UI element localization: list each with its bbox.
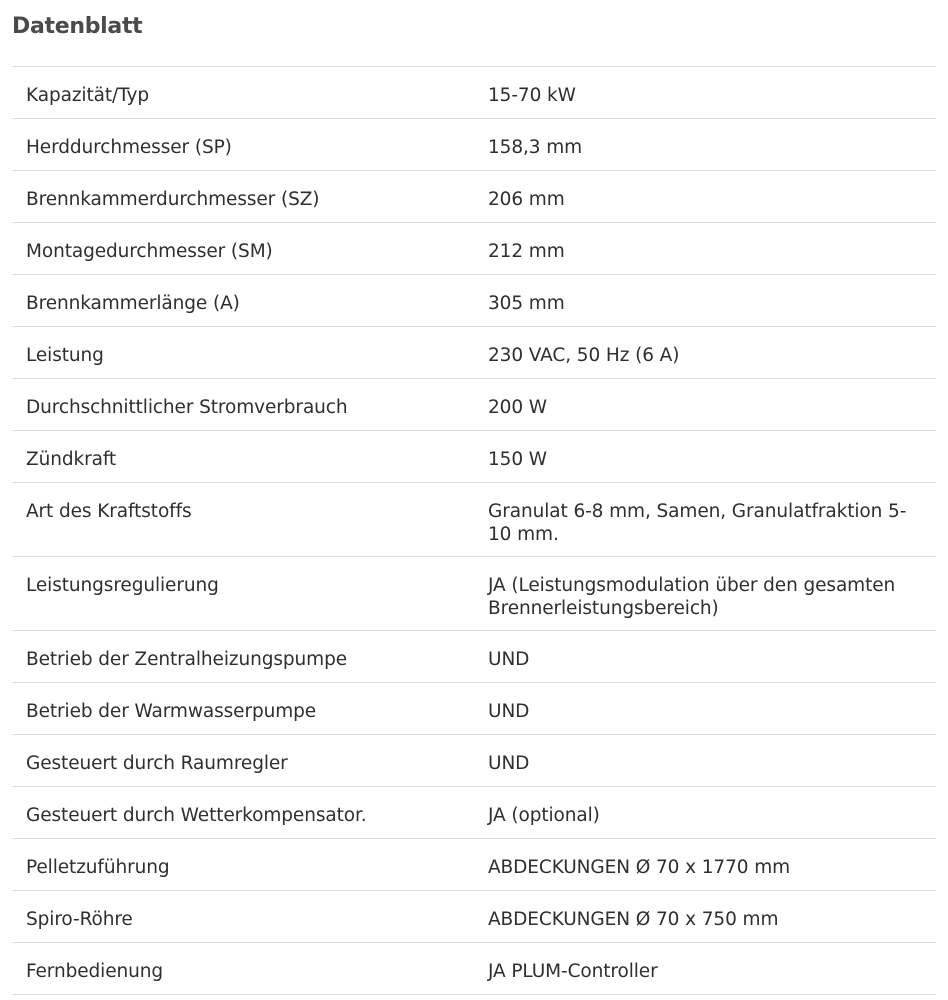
spec-value: 206 mm (474, 171, 936, 223)
page-title: Datenblatt (12, 14, 143, 39)
spec-value: UND (474, 683, 936, 735)
spec-value: ABDECKUNGEN Ø 70 x 750 mm (474, 891, 936, 943)
spec-value: JA (optional) (474, 787, 936, 839)
spec-value: JA (Leistungsmodulation über den gesamten Brennerleistungsbereich) (474, 557, 936, 631)
spec-label: Gesteuert durch Wetterkompensator. (12, 787, 474, 839)
spec-label: Montagedurchmesser (SM) (12, 223, 474, 275)
table-row (12, 787, 936, 839)
spec-label: Zündkraft (12, 431, 474, 483)
spec-label: Spiro-Röhre (12, 891, 474, 943)
table-row (12, 119, 936, 171)
spec-label: Brennkammerlänge (A) (12, 275, 474, 327)
table-row (12, 557, 936, 631)
table-row (12, 683, 936, 735)
spec-label: Fernbedienung (12, 943, 474, 995)
spec-value: UND (474, 735, 936, 787)
spec-label: Brennkammerdurchmesser (SZ) (12, 171, 474, 223)
table-row (12, 839, 936, 891)
spec-label: Betrieb der Warmwasserpumpe (12, 683, 474, 735)
table-row (12, 171, 936, 223)
table-row (12, 67, 936, 119)
spec-label: Durchschnittlicher Stromverbrauch (12, 379, 474, 431)
spec-value: 15-70 kW (474, 67, 936, 119)
spec-label: Betrieb der Zentralheizungspumpe (12, 631, 474, 683)
spec-value: 230 VAC, 50 Hz (6 A) (474, 327, 936, 379)
table-row (12, 735, 936, 787)
spec-label: Herddurchmesser (SP) (12, 119, 474, 171)
spec-value: 150 W (474, 431, 936, 483)
spec-value: 200 W (474, 379, 936, 431)
table-row (12, 275, 936, 327)
spec-value: 212 mm (474, 223, 936, 275)
spec-label: Leistung (12, 327, 474, 379)
spec-value: 158,3 mm (474, 119, 936, 171)
spec-value: UND (474, 631, 936, 683)
table-row (12, 943, 936, 995)
spec-label: Kapazität/Typ (12, 67, 474, 119)
spec-value: ABDECKUNGEN Ø 70 x 1770 mm (474, 839, 936, 891)
table-row (12, 483, 936, 557)
spec-label: Leistungsregulierung (12, 557, 474, 631)
table-row (12, 431, 936, 483)
spec-value: Granulat 6-8 mm, Samen, Granulatfraktion 5-10 mm. (474, 483, 936, 557)
spec-label: Pelletzuführung (12, 839, 474, 891)
spec-label: Art des Kraftstoffs (12, 483, 474, 557)
table-row (12, 891, 936, 943)
table-row (12, 379, 936, 431)
spec-table (12, 66, 936, 995)
spec-value: 305 mm (474, 275, 936, 327)
table-row (12, 631, 936, 683)
spec-label: Gesteuert durch Raumregler (12, 735, 474, 787)
table-row (12, 223, 936, 275)
table-row (12, 327, 936, 379)
spec-value: JA PLUM-Controller (474, 943, 936, 995)
